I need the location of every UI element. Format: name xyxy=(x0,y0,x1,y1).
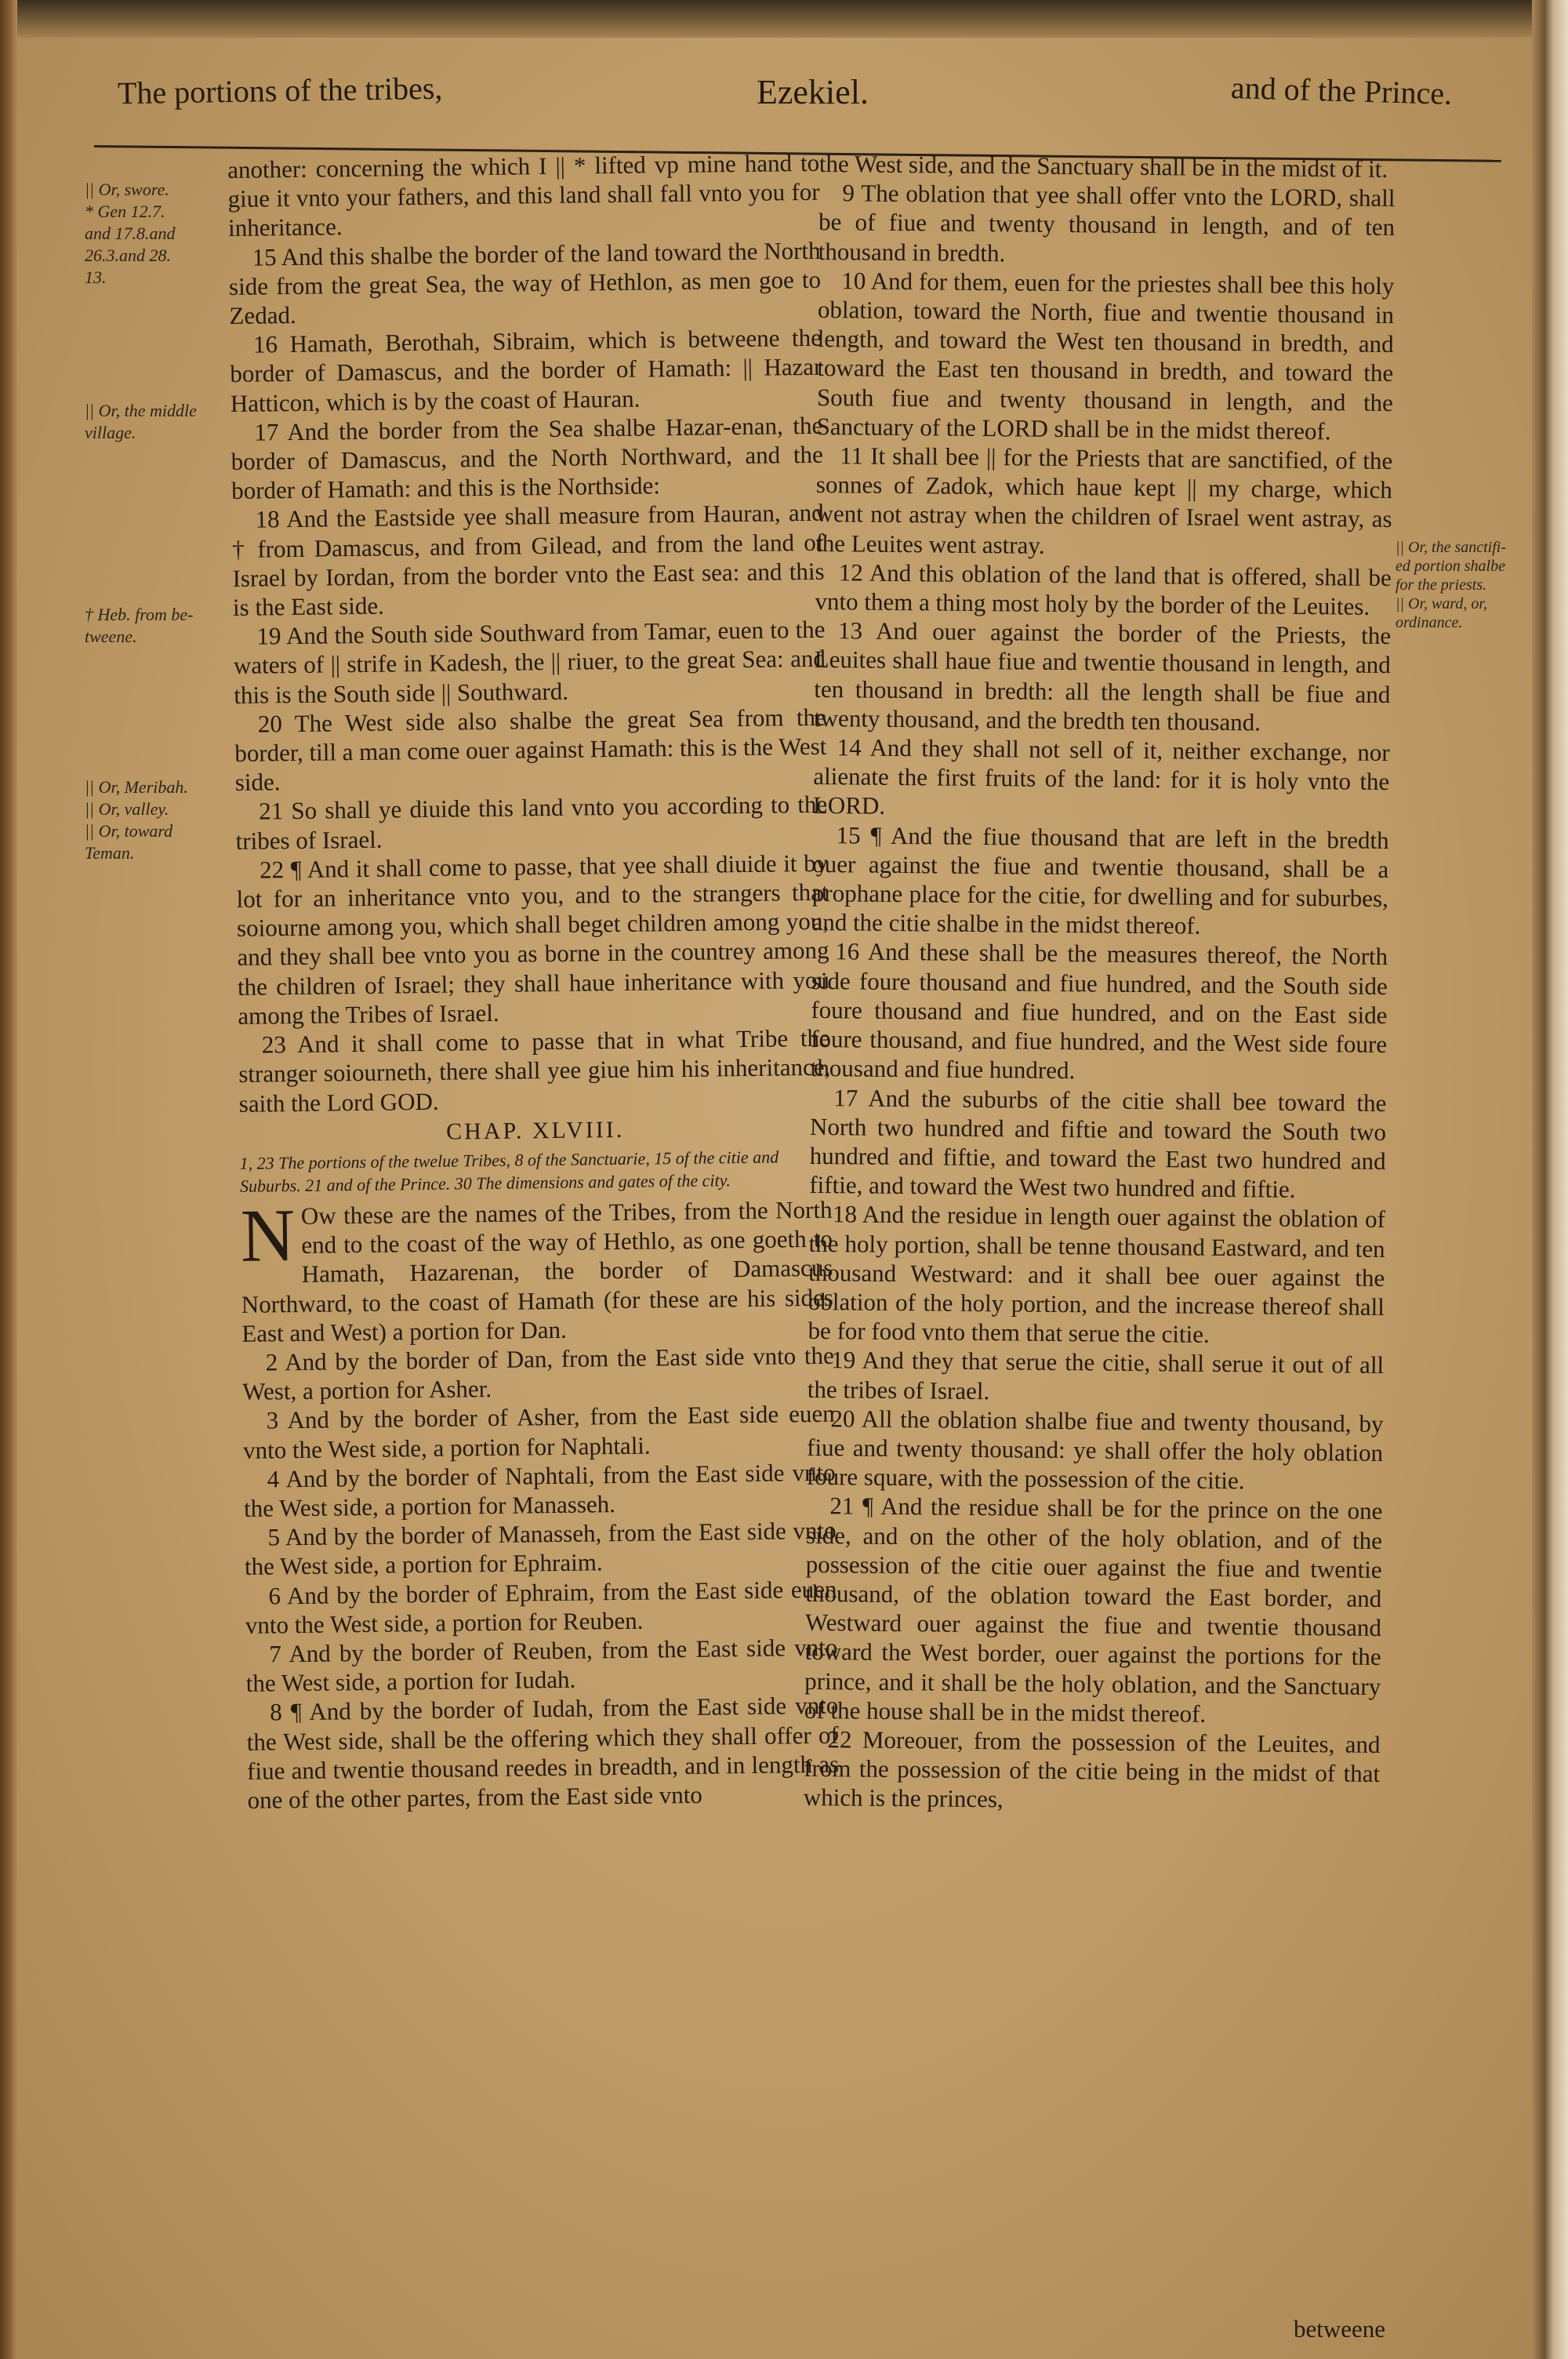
verse: 21 So shall ye diuide this land vnto you according to the tribes of Israel. xyxy=(235,791,828,855)
verse: 20 The West side also shalbe the great Sea from the border, till a man come ouer against Hamath: this is the West side. xyxy=(234,703,827,797)
verse: 22 ¶ And it shall come to passe, that yee shall diuide it by lot for an inheritance vnto you, and to the strangers that soiourne among you, which shall beget children among you, and they shall bee vnto you as borne in the countrey among the children of Israel; they shall haue inheritance with you among the Tribes of Israel. xyxy=(236,849,830,1030)
verse: 8 ¶ And by the border of Iudah, from the East side vnto the West side, shall be the offering which they shall offer of fiue and twentie thousand reedes in breadth, and in length as one of the other partes, from the East side vnto xyxy=(246,1691,840,1814)
verse: 2 And by the border of Dan, from the East side vnto the West, a portion for Asher. xyxy=(242,1341,834,1406)
running-head-right: and of the Prince. xyxy=(1230,70,1453,111)
verse: 14 And they shall not sell of it, neither exchange, nor alienate the first fruits of the land: for it is holy vnto the LORD. xyxy=(812,733,1390,820)
verse: 22 Moreouer, from the possession of the Leuites, and from the possession of the citie being in the midst of that which is the princes, xyxy=(803,1725,1381,1813)
verse: another: concerning the which I || * lifted vp mine hand to giue it vnto your fathers, and this land shall fall vnto you for inheritance. xyxy=(227,148,820,242)
verse: 21 ¶ And the residue shall be for the prince on the one side, and on the other of the holy oblation, and of the possession of the citie ouer against the fiue and twentie thousand, of the oblation toward the East border, and Westward ouer against the fiue and twentie thousand toward the West border, ouer against the portions for the prince, and it shall be the holy oblation, and the Sanctuary of the house shall be in the midst thereof. xyxy=(804,1492,1383,1728)
verse: 15 And this shalbe the border of the land toward the North side from the great Sea, the way of Hethlon, as men goe to Zedad. xyxy=(228,236,822,329)
verse: 3 And by the border of Asher, from the East side euen vnto the West side, a portion for Naphtali. xyxy=(242,1399,835,1464)
margin-note-swore: || Or, swore. * Gen 12.7. and 17.8.and 26.3.and 28. 13. xyxy=(85,180,176,287)
verse: 9 The oblation that yee shall offer vnto the LORD, shall be of fiue and twenty thousand in length, and of ten thousand in bredth. xyxy=(818,179,1396,267)
verse-text: Ow these are the names of the Tribes, from the North end to the coast of the way of Hethlo, as one goeth to Hamath, Hazarenan, the border of Damascus Northward, to the coast of Hamath (for these are his sides East and West) a portion for Dan. xyxy=(241,1195,834,1347)
verse: 23 And it shall come to passe that in what Tribe the stranger soiourneth, there shall yee giue him his inheritance, saith the Lord GOD. xyxy=(238,1023,831,1118)
verse-first xyxy=(240,1192,834,1348)
verse: 18 And the residue in length ouer against the oblation of the holy portion, shall be tenne thousand Eastward, and ten thousand Westward: and it shall bee ouer against the oblation of the holy portion, and the increase thereof shall be for food vnto them that serue the citie. xyxy=(808,1200,1386,1348)
margin-note-from-betweene: † Heb. from be- tweene. xyxy=(85,605,194,646)
running-head-book: Ezekiel. xyxy=(757,73,869,111)
verse: 15 ¶ And the fiue thousand that are left in the bredth ouer against the fiue and twentie thousand, shall be a prophane place for the citie, for dwelling and for suburbes, and the citie shalbe in the midst thereof. xyxy=(811,820,1389,940)
verse: 4 And by the border of Naphtali, from the East side vnto the West side, a portion for Manasseh. xyxy=(243,1458,836,1522)
margin-note-meribah: || Or, Meribah. || Or, valley. || Or, toward Teman. xyxy=(85,777,188,863)
verse: 16 And these shall be the measures thereof, the North side foure thousand and fiue hundred, and the South side foure thousand and fiue hundred, and on the East side foure thousand, and fiue hundred, and the West side foure thousand and fiue hundred. xyxy=(810,937,1388,1085)
verse: 12 And this oblation of the land that is offered, shall be vnto them a thing most holy by the border of the Leuites. xyxy=(815,558,1392,620)
verse: 19 And the South side Southward from Tamar, euen to the waters of || strife in Kadesh, the || riuer, to the great Sea: and this is the South side || Southward. xyxy=(233,615,826,709)
verse: 20 All the oblation shalbe fiue and twenty thousand, by fiue and twenty thousand: ye shall offer the holy oblation foure square, with the possession of the citie. xyxy=(806,1404,1384,1495)
verse: 7 And by the border of Reuben, from the East side vnto the West side, a portion for Iudah. xyxy=(245,1633,838,1698)
catchword: betweene xyxy=(1294,2315,1386,2343)
margin-note-sanctified: || Or, the sanctifi- ed portion shalbe for the priests. || Or, ward, or, ordinance. xyxy=(1396,539,1506,631)
verse: 11 It shall bee || for the Priests that are sanctified, of the sonnes of Zadok, which haue kept || my charge, which went not astray when the children of Israel went astray, as the Leuites went astray. xyxy=(815,442,1393,559)
left-column xyxy=(227,148,840,1815)
drop-cap: N xyxy=(240,1192,296,1278)
book-binding xyxy=(0,0,17,2359)
chapter-heading: CHAP. XLVIII. xyxy=(445,1116,625,1145)
verse: 18 And the Eastside yee shall measure from Hauran, and † from Damascus, and from Gilead, and from the land of Israel by Iordan, from the border vnto the East sea: and this is the East side. xyxy=(231,499,825,622)
running-head-left: The portions of the tribes, xyxy=(117,70,443,111)
verse: 10 And for them, euen for the priestes shall bee this holy oblation, toward the North, fiue and twentie thousand in length, and toward the West ten thousand in bredth, and toward the East ten thousand in bredth, and toward the South fiue and twenty thousand in length, and the Sanctuary of the LORD shall be in the midst thereof. xyxy=(816,267,1395,445)
verse: 16 Hamath, Berothah, Sibraim, which is betweene the border of Damascus, and the border of Hamath: || Hazar Hatticon, which is by the coast of Hauran. xyxy=(230,323,822,417)
verse: 5 And by the border of Manasseh, from the East side vnto the West side, a portion for Ephraim. xyxy=(244,1516,837,1581)
margin-note-middle-village: || Or, the middle village. xyxy=(85,401,197,442)
page-top-edge xyxy=(0,0,1568,38)
verse: 17 And the border from the Sea shalbe Hazar-enan, the border of Damascus, and the North Northward, and the border of Hamath: and this is the Northside: xyxy=(230,411,823,505)
chapter-argument: 1, 23 The portions of the twelue Tribes, 8 of the Sanctuarie, 15 of the citie and Suburbs. 21 and of the Prince. 30 The dimensions and gates of the city. xyxy=(239,1147,779,1196)
right-column xyxy=(804,149,1396,1818)
page-fore-edge xyxy=(1532,0,1568,2359)
verse: 19 And they that serue the citie, shall serue it out of all the tribes of Israel. xyxy=(807,1346,1385,1405)
verse: the West side, and the Sanctuary shall be in the midst of it. xyxy=(818,149,1388,183)
verse: 17 And the suburbs of the citie shall bee toward the North two hundred and fiftie and toward the South two hundred and fiftie, and toward the East two hundred and fiftie, and toward the West two hundred and fiftie. xyxy=(809,1083,1387,1204)
verse: 6 And by the border of Ephraim, from the East side euen vnto the West side, a portion for Reuben. xyxy=(245,1575,837,1639)
verse: 13 And ouer against the border of the Priests, the Leuites shall haue fiue and twentie thousand in length, and ten thousand in bredth: all the length shall be fiue and twenty thousand, and the bredth ten thousand. xyxy=(813,616,1392,736)
